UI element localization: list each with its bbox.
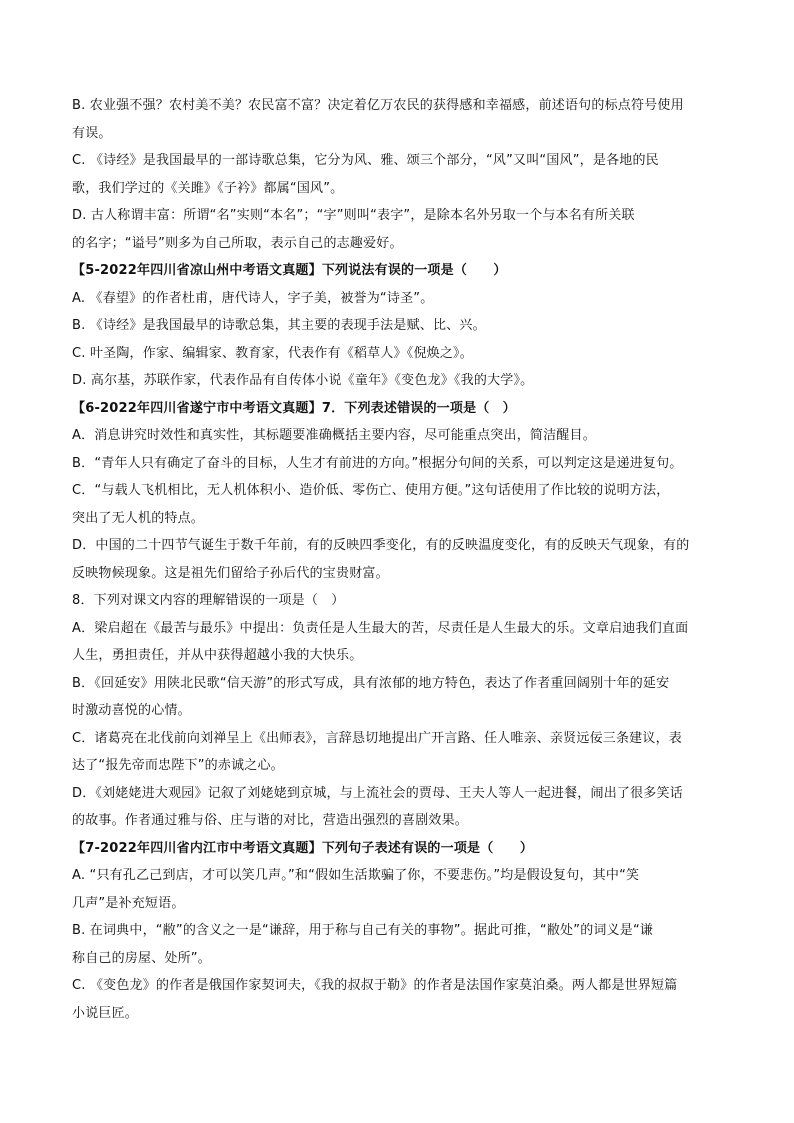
text-line: B. 在词典中，“敝”的含义之一是“谦辞，用于称与自己有关的事物”。据此可推，“敝处”的词义是“谦 [72, 923, 654, 938]
text-line: B．“青年人只有确定了奋斗的目标，人生才有前进的方向。”根据分句间的关系，可以判定这是递进复句。 [72, 455, 683, 471]
text-line: D．中国的二十四节气诞生于数千年前，有的反映四季变化，有的反映温度变化，有的反映天气现象，有的 [72, 538, 690, 553]
text-line: B. 《诗经》是我国最早的诗歌总集，其主要的表现手法是赋、比、兴。 [72, 318, 486, 333]
question-heading: 【7-2022年四川省内江市中考语文真题】下列句子表述有误的一项是（ ） [72, 840, 534, 856]
text-line: C．诸葛亮在北伐前向刘禅呈上《出师表》，言辞恳切地提出广开言路、任人唯亲、亲贤远佞三条建议，表 [72, 730, 682, 746]
text-line: A．梁启超在《最苦与最乐》中提出：负责任是人生最大的苦，尽责任是人生最大的乐。文章启迪我们直面 [72, 620, 689, 636]
text-line: 称自己的房屋、处所”。 [72, 950, 211, 966]
text-line: C. 《诗经》是我国最早的一部诗歌总集，它分为风、雅、颂三个部分，“风”又叫“国风”，是各地的民 [72, 153, 659, 168]
text-line: D. 古人称谓丰富：所谓“名”实则“本名”；“字”则叫“表字”，是除本名外另取一个与本名有所关联 [72, 208, 635, 223]
text-line: A．消息讲究时效性和真实性，其标题要准确概括主要内容，尽可能重点突出，简洁醒目。 [72, 428, 596, 443]
text-line: D．《刘姥姥进大观园》记叙了刘姥姥到京城，与上流社会的贾母、王夫人等人一起进餐，闹出了很多笑话 [72, 785, 683, 801]
text-line: 歌，我们学过的《关雎》《子衿》都属“国风”。 [72, 180, 344, 196]
text-line: 突出了无人机的特点。 [72, 510, 205, 526]
text-line: B．《回延安》用陕北民歌“信天游”的形式写成，具有浓郁的地方特色，表达了作者重回阔别十年的延安 [72, 675, 670, 691]
text-line: 人生，勇担责任，并从中获得超越小我的大快乐。 [72, 648, 363, 663]
text-line: A. “只有孔乙己到店，才可以笑几声。”和“假如生活欺骗了你，不要悲伤。”均是假设复句，其中“笑 [72, 868, 640, 883]
text-line: B. 农业强不强？农村美不美？农民富不富？决定着亿万农民的获得感和幸福感，前述语句的标点符号使用 [72, 98, 684, 113]
text-line: 时激动喜悦的心情。 [72, 703, 191, 718]
document-page [72, 92, 724, 1027]
text-line: 8．下列对课文内容的理解错误的一项是（ ） [72, 593, 345, 608]
text-line: C. 《变色龙》的作者是俄国作家契诃夫，《我的叔叔于勒》的作者是法国作家莫泊桑。两人都是世界短篇 [72, 978, 678, 993]
question-heading: 【5-2022年四川省凉山州中考语文真题】下列说法有误的一项是（ ） [72, 263, 507, 278]
text-line: C．“与载人飞机相比，无人机体积小、造价低、零伤亡、使用方便。”这句话使用了作比较的说明方法， [72, 483, 670, 498]
question-heading: 【6-2022年四川省遂宁市中考语文真题】7．下列表述错误的一项是（ ） [72, 400, 516, 416]
text-line: 达了“报先帝而忠陛下”的赤诚之心。 [72, 758, 284, 773]
text-line: 的故事。作者通过雅与俗、庄与谐的对比，营造出强烈的喜剧效果。 [72, 813, 469, 828]
text-line: D. 高尔基，苏联作家，代表作品有自传体小说《童年》《变色龙》《我的大学》。 [72, 373, 534, 388]
text-line: 有误。 [72, 125, 112, 141]
text-line: 几声”是补充短语。 [72, 895, 185, 911]
text-line: 反映物候现象。这是祖先们留给子孙后代的宝贵财富。 [72, 565, 389, 581]
text-line: C. 叶圣陶，作家、编辑家、教育家，代表作有《稻草人》《倪焕之》。 [72, 345, 473, 361]
text-line: 小说巨匠。 [72, 1005, 139, 1021]
text-line: 的名字；“谥号”则多为自己所取，表示自己的志趣爱好。 [72, 235, 403, 251]
text-line: A. 《春望》的作者杜甫，唐代诗人，字子美，被誉为“诗圣”。 [72, 290, 434, 306]
